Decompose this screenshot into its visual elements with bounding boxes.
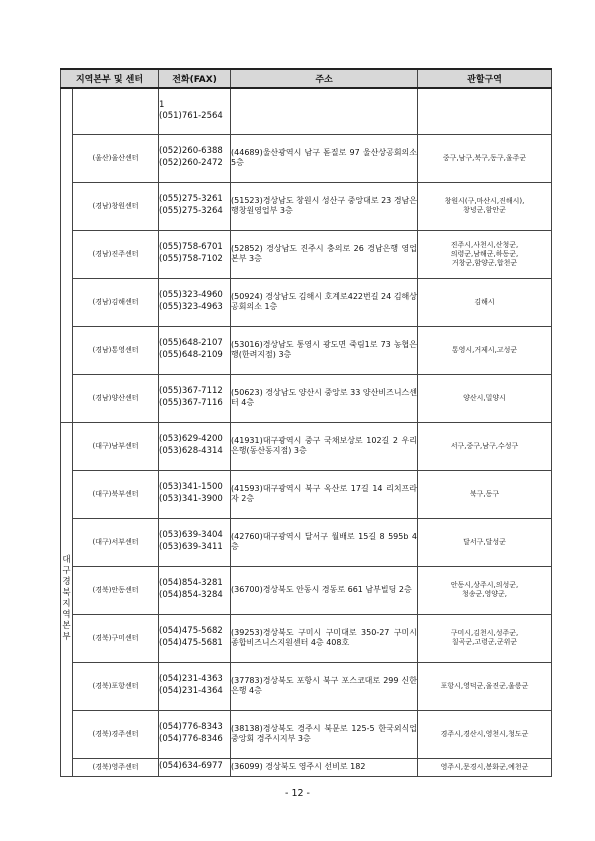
center-name: (경북)경주센터 xyxy=(73,710,159,758)
address-cell: (52852) 경상남도 진주시 충의로 26 경남은행 영업본부 3층 xyxy=(231,230,418,278)
table-row xyxy=(61,518,552,566)
address-cell: (50623) 경상남도 양산시 중앙로 33 양산비즈니스센터 4층 xyxy=(231,374,418,422)
address-cell: (41931)대구광역시 중구 국채보상로 102길 2 우리은행(동산동지점) 3층 xyxy=(231,422,418,470)
address-cell: (51523)경상남도 창원시 성산구 중앙대로 23 경남은행창원영업부 3층 xyxy=(231,182,418,230)
center-name xyxy=(73,88,159,134)
phone-cell: (053)629-4200 (053)628-4314 xyxy=(159,422,231,470)
address-cell: (39253)경상북도 구미시 구미대로 350-27 구미시종합비즈니스지원센터 4층 408호 xyxy=(231,614,418,662)
table-body xyxy=(61,88,552,776)
jurisdiction-cell: 진주시,사천시,산청군, 의령군,남해군,하동군, 거창군,함양군,합천군 xyxy=(418,230,552,278)
address-cell xyxy=(231,88,418,134)
address-cell: (38138)경상북도 경주시 북문로 125-5 한국외식업중앙회 경주시지부 3층 xyxy=(231,710,418,758)
jurisdiction-cell: 김해시 xyxy=(418,278,552,326)
table-row xyxy=(61,422,552,470)
center-name: (경북)영주센터 xyxy=(73,758,159,776)
page-number: - 12 - xyxy=(285,788,310,799)
center-name: (경남)창원센터 xyxy=(73,182,159,230)
phone-cell: (054)231-4363 (054)231-4364 xyxy=(159,662,231,710)
address-cell: (36099) 경상북도 영주시 선비로 182 xyxy=(231,758,418,776)
header-phone: 전화(FAX) xyxy=(159,69,231,88)
region-cell-upper xyxy=(61,88,73,422)
header-address: 주소 xyxy=(231,69,418,88)
address-cell: (37783)경상북도 포항시 북구 포스코대로 299 신한은행 4층 xyxy=(231,662,418,710)
region-cell xyxy=(61,422,73,776)
jurisdiction-cell: 통영시,거제시,고성군 xyxy=(418,326,552,374)
region-label: 대 구 경 북 지 역 본 부 xyxy=(62,555,71,642)
phone-cell: (053)639-3404 (053)639-3411 xyxy=(159,518,231,566)
table-row xyxy=(61,758,552,776)
jurisdiction-cell: 창원시(구,마산시,진해시), 창녕군,함안군 xyxy=(418,182,552,230)
table-row xyxy=(61,134,552,182)
jurisdiction-cell: 구미시,김천시,성주군, 칠곡군,고령군,군위군 xyxy=(418,614,552,662)
phone-cell: (053)341-1500 (053)341-3900 xyxy=(159,470,231,518)
center-name: (대구)남부센터 xyxy=(73,422,159,470)
table-row xyxy=(61,470,552,518)
jurisdiction-cell: 포항시,영덕군,울진군,울릉군 xyxy=(418,662,552,710)
table-row xyxy=(61,566,552,614)
table-row xyxy=(61,374,552,422)
table-row xyxy=(61,230,552,278)
address-cell: (42760)대구광역시 달서구 월배로 15길 8 595b 4층 xyxy=(231,518,418,566)
center-name: (경북)포항센터 xyxy=(73,662,159,710)
jurisdiction-cell: 중구,남구,북구,동구,울주군 xyxy=(418,134,552,182)
center-name: (대구)북부센터 xyxy=(73,470,159,518)
header-area: 관할구역 xyxy=(418,69,552,88)
table-row xyxy=(61,326,552,374)
jurisdiction-cell: 달서구,달성군 xyxy=(418,518,552,566)
header-center: 지역본부 및 센터 xyxy=(61,69,159,88)
jurisdiction-cell: 양산시,밀양시 xyxy=(418,374,552,422)
jurisdiction-cell: 북구,동구 xyxy=(418,470,552,518)
phone-cell: (054)634-6977 xyxy=(159,758,231,776)
table-row xyxy=(61,88,552,134)
phone-cell: (054)475-5682 (054)475-5681 xyxy=(159,614,231,662)
address-cell: (41593)대구광역시 북구 옥산로 17길 14 리치프라자 2층 xyxy=(231,470,418,518)
phone-cell: (054)854-3281 (054)854-3284 xyxy=(159,566,231,614)
center-name: (경남)김해센터 xyxy=(73,278,159,326)
address-cell: (44689)울산광역시 남구 돋질로 97 울산상공회의소 5층 xyxy=(231,134,418,182)
center-name: (경북)안동센터 xyxy=(73,566,159,614)
phone-cell: (055)758-6701 (055)758-7102 xyxy=(159,230,231,278)
center-name: (경남)통영센터 xyxy=(73,326,159,374)
jurisdiction-cell: 서구,중구,남구,수성구 xyxy=(418,422,552,470)
table-row xyxy=(61,614,552,662)
address-cell: (53016)경상남도 통영시 광도면 죽림1로 73 농협은행(한려지점) 3층 xyxy=(231,326,418,374)
phone-cell: (054)776-8343 (054)776-8346 xyxy=(159,710,231,758)
jurisdiction-cell: 영주시,문경시,봉화군,예천군 xyxy=(418,758,552,776)
phone-cell: (055)367-7112 (055)367-7116 xyxy=(159,374,231,422)
center-name: (경남)양산센터 xyxy=(73,374,159,422)
phone-cell: (055)323-4960 (055)323-4963 xyxy=(159,278,231,326)
phone-cell: (055)275-3261 (055)275-3264 xyxy=(159,182,231,230)
center-name: (경북)구미센터 xyxy=(73,614,159,662)
table-row xyxy=(61,662,552,710)
jurisdiction-cell: 경주시,경산시,영천시,청도군 xyxy=(418,710,552,758)
office-directory-table xyxy=(60,68,552,777)
address-cell: (50924) 경상남도 김해시 호계로422번길 24 김해상공회의소 1층 xyxy=(231,278,418,326)
address-cell: (36700)경상북도 안동시 경동로 661 남부빌딩 2층 xyxy=(231,566,418,614)
jurisdiction-cell xyxy=(418,88,552,134)
phone-cell: 1 (051)761-2564 xyxy=(159,88,231,134)
table-row xyxy=(61,182,552,230)
center-name: (울산)울산센터 xyxy=(73,134,159,182)
table-row xyxy=(61,710,552,758)
phone-cell: (052)260-6388 (052)260-2472 xyxy=(159,134,231,182)
table-header-row xyxy=(61,69,552,88)
center-name: (대구)서부센터 xyxy=(73,518,159,566)
phone-cell: (055)648-2107 (055)648-2109 xyxy=(159,326,231,374)
jurisdiction-cell: 안동시,상주시,의성군, 청송군,영양군, xyxy=(418,566,552,614)
center-name: (경남)진주센터 xyxy=(73,230,159,278)
table-row xyxy=(61,278,552,326)
